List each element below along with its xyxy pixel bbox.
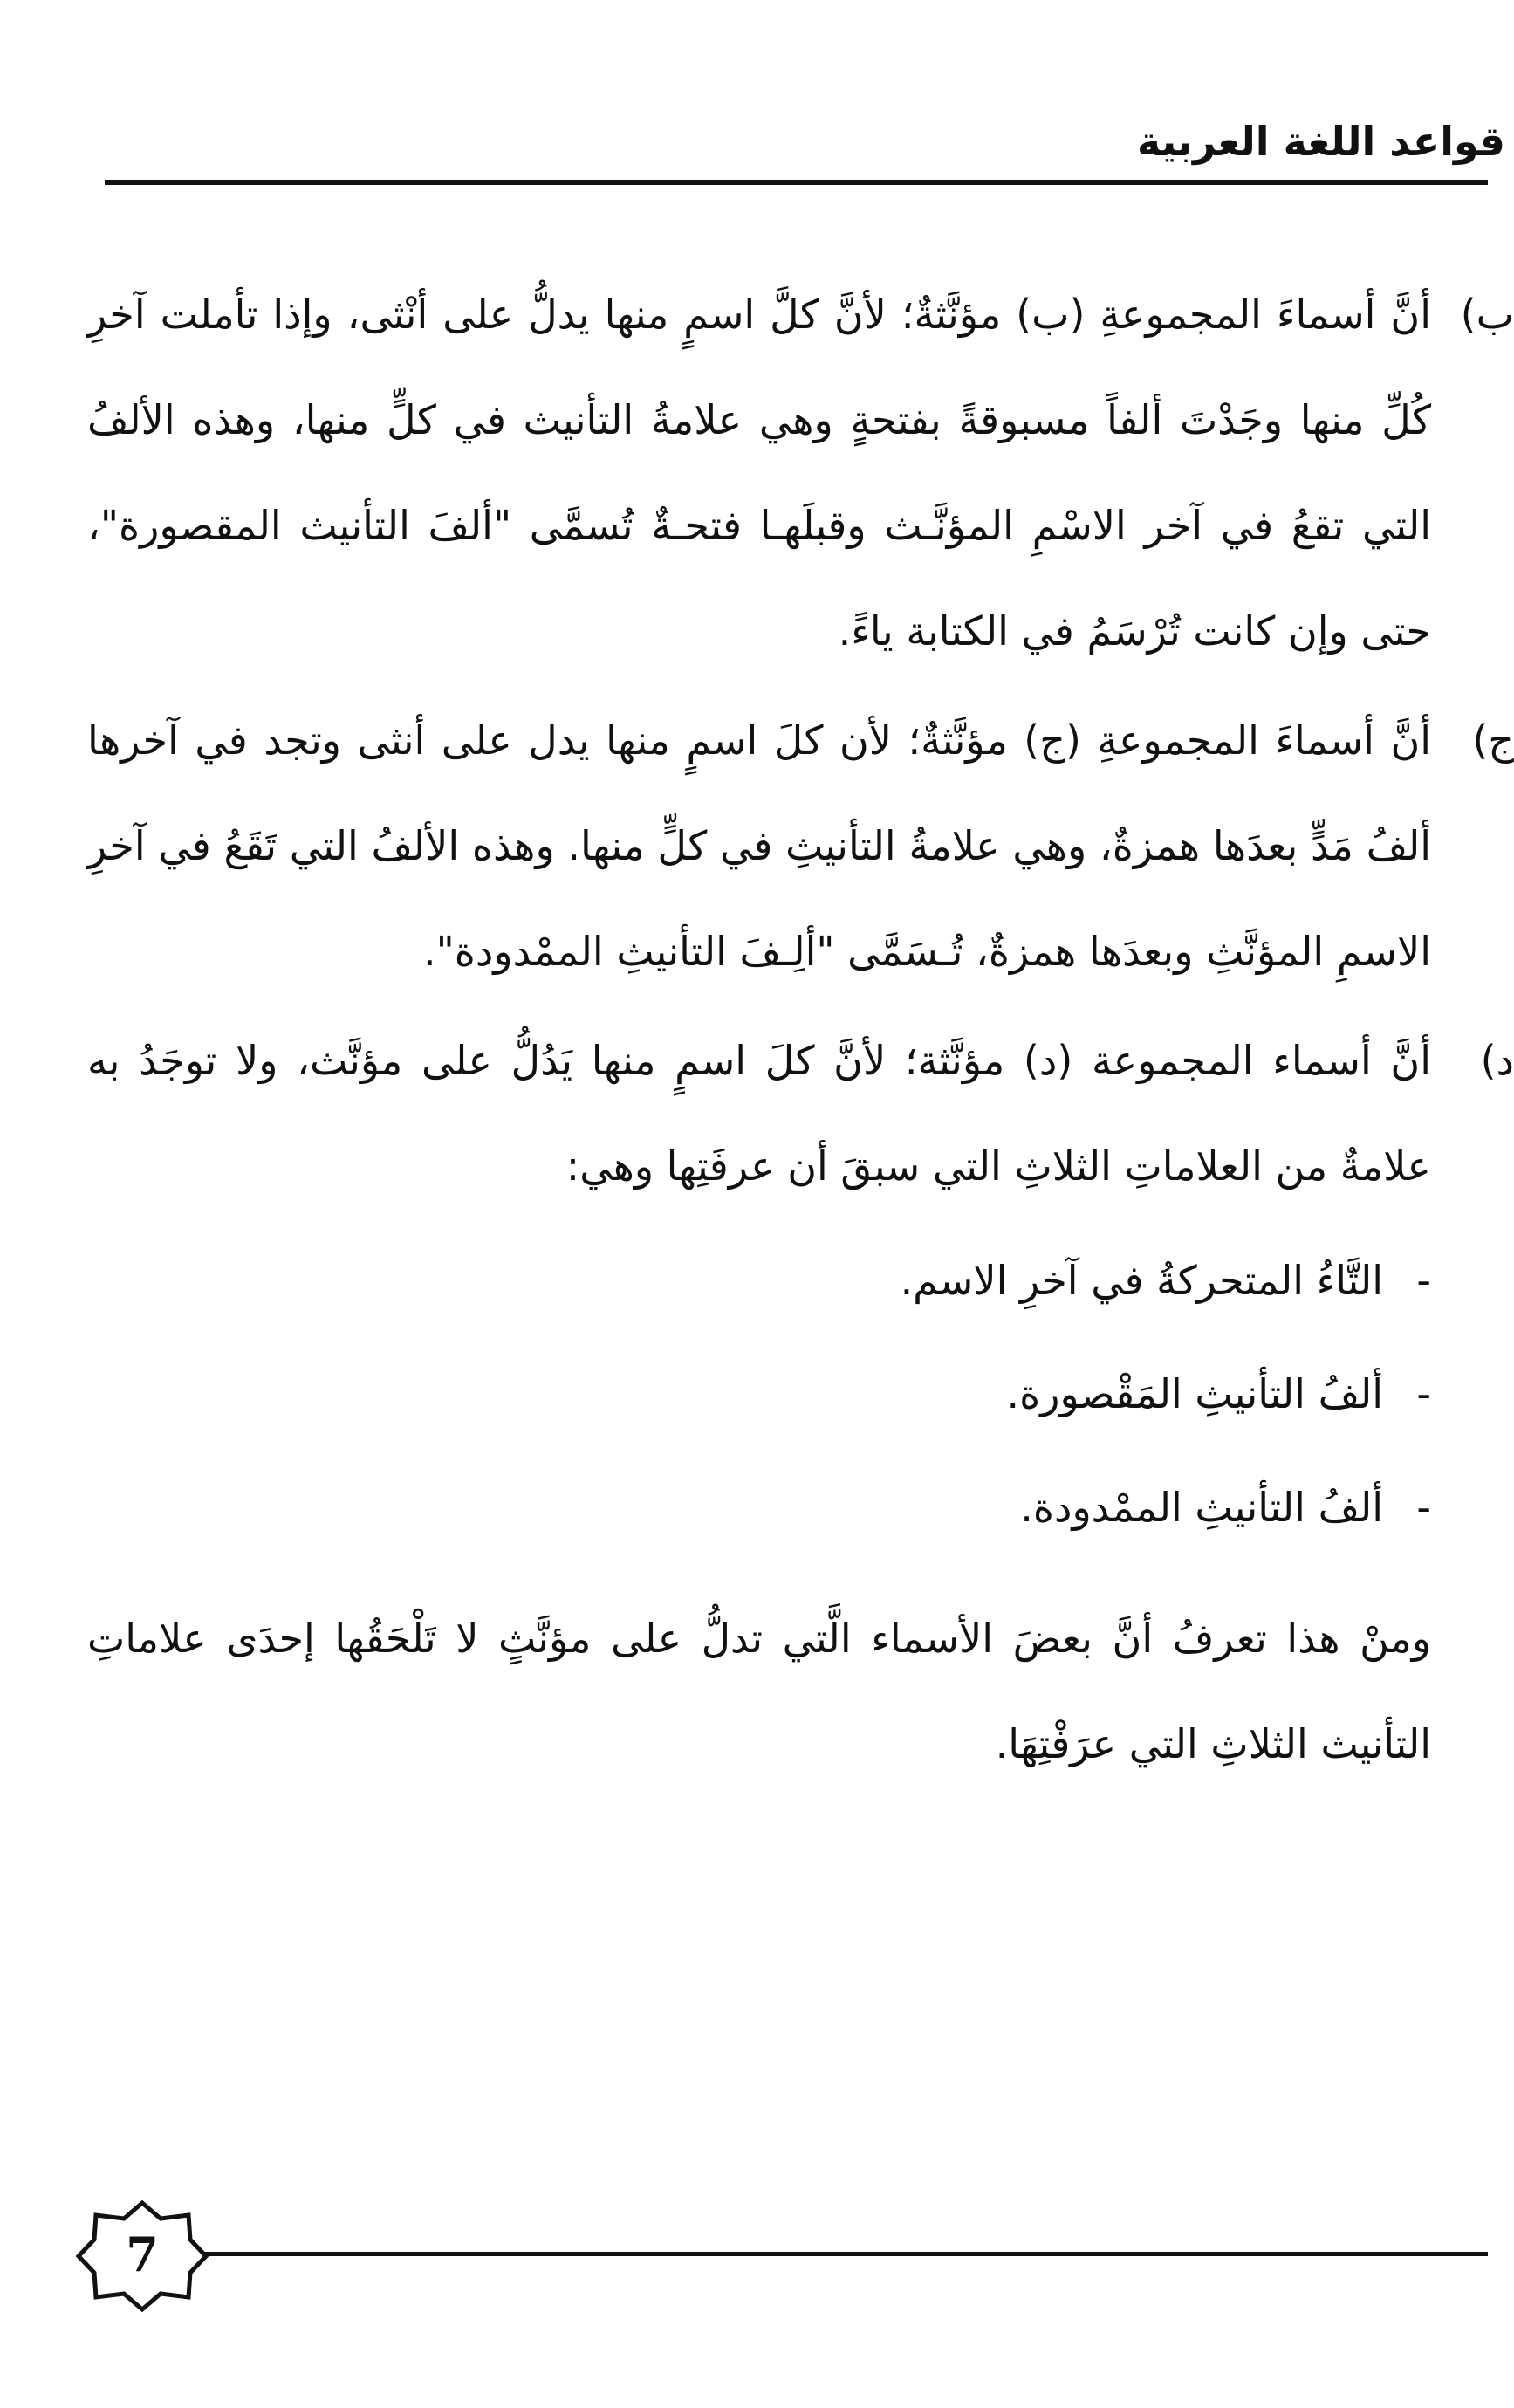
list-item (87, 1341, 1431, 1455)
paragraph-marker: ج) (1472, 717, 1514, 764)
list-item-text: ألفُ التأنيثِ المَقْصورة. (1006, 1370, 1383, 1417)
page-body (87, 262, 1514, 1797)
paragraph-j (87, 688, 1514, 1005)
list-item-text: التَّاءُ المتحركةُ في آخرِ الاسم. (900, 1257, 1383, 1304)
list-dash: - (1416, 1257, 1431, 1304)
list-item-text: ألفُ التأنيثِ الممْدودة. (1020, 1484, 1383, 1531)
list-item (87, 1228, 1431, 1341)
paragraph-b (87, 262, 1514, 684)
feminine-markers-list (87, 1228, 1431, 1568)
page-number-badge (77, 2199, 208, 2313)
paragraph-marker: ب) (1460, 291, 1514, 338)
list-item (87, 1455, 1431, 1568)
paragraph-marker: د) (1480, 1037, 1514, 1084)
page-number: 7 (126, 2226, 159, 2282)
paragraph-text: أنَّ أسماءَ المجموعةِ (ب) مؤنَّثةٌ؛ لأنَّ كلَّ اسمٍ منها يدلُّ على أنْثى، وإذا تأملت آخرِ كُلِّ منها وجَدْتَ ألفاً مسبوقةً بفتحةٍ وهي علامةُ التأنيث في كلٍّ منها، وهذه الألفُ التي تقعُ في آخر الاسْمِ المؤنَّـث وقبلَهـا فتحـةٌ تُسمَّى "ألفَ التأنيث المقصورة"، حتى وإن كانت تُرْسَمُ في الكتابة ياءً. (87, 291, 1431, 655)
paragraph-text: أنَّ أسماءَ المجموعةِ (ج) مؤنَّثةٌ؛ لأن كلَ اسمٍ منها يدل على أنثى وتجد في آخرها ألفُ مَدٍّ بعدَها همزةٌ، وهي علامةُ التأنيثِ في كلٍّ منها. وهذه الألفُ التي تَقَعُ في آخرِ الاسمِ المؤنَّثِ وبعدَها همزةٌ، تُـسَمَّى "ألِـفَ التأنيثِ الممْدودة". (87, 717, 1431, 975)
list-dash: - (1416, 1484, 1431, 1531)
paragraph-d (87, 1008, 1514, 1219)
footer-rule (205, 2252, 1488, 2256)
running-header-title: قواعد اللغة العربية (1137, 118, 1505, 165)
list-dash: - (1416, 1370, 1431, 1417)
closing-paragraph: ومنْ هذا تعرفُ أنَّ بعضَ الأسماء الَّتي تدلُّ على مؤنَّثٍ لا تَلْحَقُها إحدَى علاماتِ التأنيث الثلاثِ التي عرَفْتِهَا. (87, 1615, 1431, 1767)
paragraph-text: أنَّ أسماء المجموعة (د) مؤنَّثة؛ لأنَّ كلَ اسمٍ منها يَدُلُّ على مؤنَّث، ولا توجَدُ به علامةٌ من العلاماتِ الثلاثِ التي سبقَ أن عرفَتِها وهي: (87, 1037, 1431, 1190)
header-rule (105, 180, 1488, 185)
